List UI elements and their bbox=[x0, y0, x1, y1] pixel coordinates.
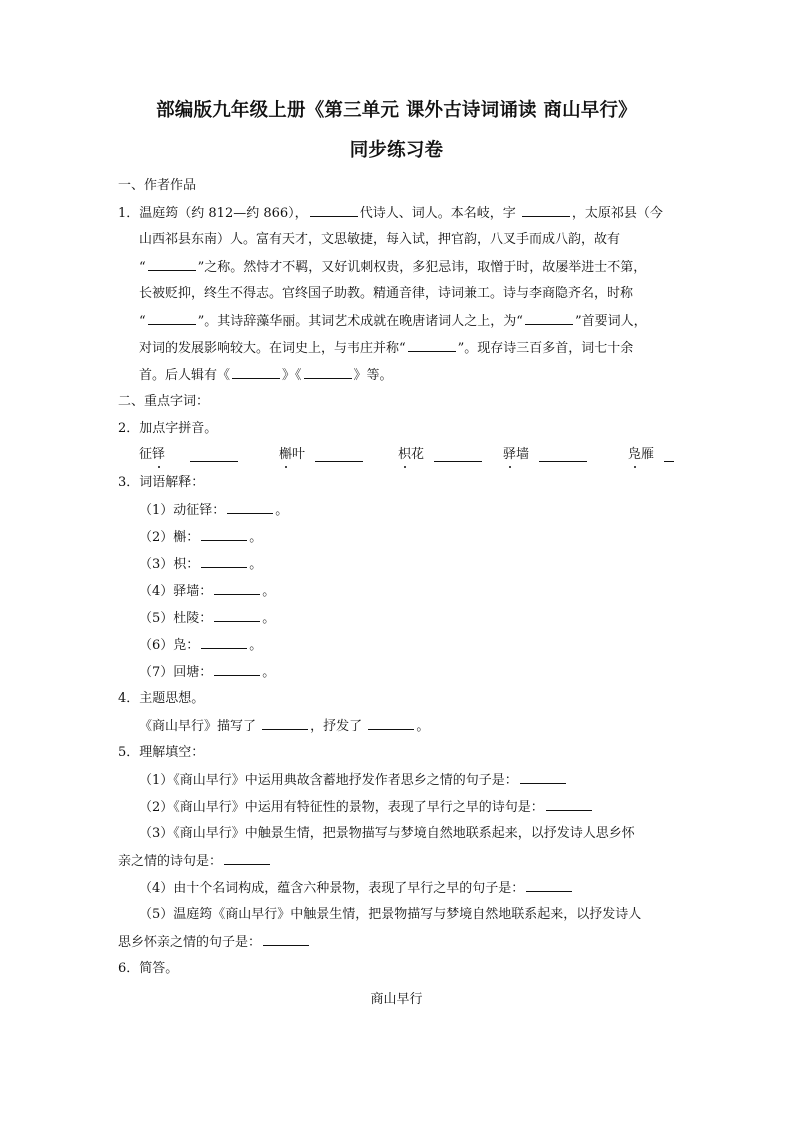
q3-blank-1[interactable] bbox=[227, 501, 273, 514]
section-heading-author: 一、作者作品 bbox=[118, 178, 197, 193]
q1-line-6 bbox=[139, 339, 633, 358]
q3-item-6-text: （6）凫： bbox=[139, 638, 200, 653]
q5-item-2 bbox=[139, 798, 594, 817]
blank-joint-title[interactable] bbox=[148, 312, 196, 325]
q1-text-6b: ”。现存诗三百多首，词七十余 bbox=[457, 341, 634, 356]
blank-paired-name[interactable] bbox=[408, 339, 456, 352]
q3-item-1-end: 。 bbox=[275, 503, 289, 518]
q3-item-7-end: 。 bbox=[262, 665, 276, 680]
q3-item-4 bbox=[139, 582, 275, 601]
q3-item-3 bbox=[139, 555, 262, 574]
page-subtitle: 同步练习卷 bbox=[349, 140, 444, 161]
q5-item-3: （3）《商山早行》中触景生情，把景物描写与梦境自然地联系起来，以抒发诗人思乡怀 bbox=[139, 826, 635, 841]
blank-collection-1[interactable] bbox=[232, 366, 280, 379]
q3-item-2-end: 。 bbox=[249, 530, 263, 545]
q3-item-7 bbox=[139, 663, 275, 682]
q1-text-7b: 》《 bbox=[282, 368, 302, 383]
pinyin-item-2 bbox=[279, 446, 305, 464]
pinyin-item-1 bbox=[139, 446, 165, 464]
q3-item-7-text: （7）回塘： bbox=[139, 665, 213, 680]
q5-item-5: （5）温庭筠《商山早行》中触景生情，把景物描写与梦境自然地联系起来，以抒发诗人 bbox=[139, 907, 642, 922]
poem-title: 商山早行 bbox=[370, 992, 423, 1007]
q1-line-2: 山西祁县东南）人。富有天才，文思敏捷，每入试，押官韵，八叉手而成八韵，故有 bbox=[139, 232, 621, 247]
q1-line-4: 长被贬抑，终生不得志。官终国子助教。精通音律，诗词兼工。诗与李商隐齐名，时称 bbox=[139, 286, 634, 301]
q3-label: 3．词语解释： bbox=[118, 475, 205, 490]
q5-blank-1[interactable] bbox=[520, 771, 566, 784]
pinyin-blank-1[interactable] bbox=[190, 449, 238, 462]
q3-blank-5[interactable] bbox=[214, 609, 260, 622]
q5-item-4-text: （4）由十个名词构成，蕴含六种景物，表现了早行之早的句子是： bbox=[139, 881, 525, 896]
q3-blank-4[interactable] bbox=[214, 582, 260, 595]
q5-item-3-text-b: 亲之情的诗句是： bbox=[118, 854, 223, 869]
section-heading-vocab: 二、重点字词： bbox=[118, 394, 210, 409]
q6-label: 6．简答。 bbox=[118, 961, 179, 976]
pinyin-item-4 bbox=[503, 446, 529, 464]
pinyin-word-3-post: 花 bbox=[411, 447, 425, 462]
q5-item-3-cont bbox=[118, 852, 272, 871]
pinyin-blank-2[interactable] bbox=[315, 449, 363, 462]
pinyin-word-5-post: 雁 bbox=[641, 447, 655, 462]
q1-quote-open: “ bbox=[139, 260, 146, 275]
pinyin-item-5 bbox=[628, 446, 654, 464]
q3-item-1 bbox=[139, 501, 288, 520]
blank-dynasty[interactable] bbox=[310, 204, 358, 217]
pinyin-item-3 bbox=[398, 446, 424, 464]
q3-item-4-end: 。 bbox=[262, 584, 276, 599]
q3-blank-6[interactable] bbox=[201, 636, 247, 649]
q1-text-7a: 首。后人辑有《 bbox=[139, 368, 231, 383]
q4-text-b: ，抒发了 bbox=[310, 719, 363, 734]
q1-text-a: 温庭筠（约 812—约 866）， bbox=[139, 206, 308, 221]
q4-label: 4．主题思想。 bbox=[118, 691, 205, 706]
q1-text-5c: ”首要词人， bbox=[574, 314, 647, 329]
pinyin-blank-5[interactable] bbox=[664, 449, 674, 462]
q1-text-7c: 》等。 bbox=[353, 368, 393, 383]
pinyin-dotted-3: 枳 bbox=[398, 447, 412, 462]
pinyin-row bbox=[0, 446, 793, 466]
q1-text-c: ，太原祁县（今 bbox=[571, 206, 663, 221]
pinyin-word-4-post: 墙 bbox=[516, 447, 530, 462]
q1-text-5b: ”。其诗辞藻华丽。其词艺术成就在晚唐诸词人之上，为“ bbox=[197, 314, 523, 329]
blank-courtesy-name[interactable] bbox=[522, 204, 570, 217]
q1-line-1 bbox=[118, 204, 663, 223]
page-title: 部编版九年级上册《第三单元 课外古诗词诵读 商山早行》 bbox=[156, 100, 637, 121]
q5-item-5-cont bbox=[118, 933, 311, 952]
q5-item-1-text: （1）《商山早行》中运用典故含蓄地抒发作者思乡之情的句子是： bbox=[139, 773, 518, 788]
q5-item-5-text-b: 思乡怀亲之情的句子是： bbox=[118, 935, 262, 950]
q4-text-a: 《商山早行》描写了 bbox=[139, 719, 257, 734]
q5-item-2-text: （2）《商山早行》中运用有特征性的景物，表现了早行之早的诗句是： bbox=[139, 800, 544, 815]
q2-label: 2．加点字拼音。 bbox=[118, 421, 218, 436]
q3-item-2-text: （2）槲： bbox=[139, 530, 200, 545]
q5-item-4 bbox=[139, 879, 574, 898]
q4-text-c: 。 bbox=[416, 719, 430, 734]
q5-blank-4[interactable] bbox=[526, 879, 572, 892]
q3-item-5 bbox=[139, 609, 275, 628]
q1-line-3 bbox=[139, 258, 646, 277]
q5-label: 5．理解填空： bbox=[118, 745, 205, 760]
q1-text-3b: ”之称。然恃才不羁，又好讥刺权贵，多犯忌讳，取憎于时，故屡举进士不第， bbox=[197, 260, 647, 275]
q1-quote-open-2: “ bbox=[139, 314, 146, 329]
q3-item-1-text: （1）动征铎： bbox=[139, 503, 226, 518]
pinyin-dotted-1: 铎 bbox=[152, 447, 166, 462]
pinyin-word-2-post: 叶 bbox=[292, 447, 306, 462]
q5-item-1 bbox=[139, 771, 568, 790]
q4-blank-emotion[interactable] bbox=[368, 717, 414, 730]
q5-blank-3[interactable] bbox=[224, 852, 270, 865]
q3-item-2 bbox=[139, 528, 262, 547]
q3-item-6-end: 。 bbox=[249, 638, 263, 653]
pinyin-blank-3[interactable] bbox=[434, 449, 482, 462]
q3-item-3-end: 。 bbox=[249, 557, 263, 572]
q1-number: 1． bbox=[118, 206, 140, 221]
blank-nickname[interactable] bbox=[148, 258, 196, 271]
q3-item-6 bbox=[139, 636, 262, 655]
pinyin-dotted-4: 驿 bbox=[503, 447, 517, 462]
q1-text-b: 代诗人、词人。本名岐，字 bbox=[359, 206, 516, 221]
q3-blank-7[interactable] bbox=[214, 663, 260, 676]
q4-line bbox=[139, 717, 429, 736]
q3-item-5-text: （5）杜陵： bbox=[139, 611, 213, 626]
q1-text-6a: 对词的发展影响较大。在词史上，与韦庄并称“ bbox=[139, 341, 406, 356]
blank-school[interactable] bbox=[525, 312, 573, 325]
q3-item-4-text: （4）驿墙： bbox=[139, 584, 213, 599]
blank-collection-2[interactable] bbox=[304, 366, 352, 379]
q3-blank-2[interactable] bbox=[201, 528, 247, 541]
q5-blank-2[interactable] bbox=[546, 798, 592, 811]
q4-blank-scene[interactable] bbox=[262, 717, 308, 730]
q3-item-3-text: （3）枳： bbox=[139, 557, 200, 572]
q1-line-5 bbox=[139, 312, 647, 331]
q3-blank-3[interactable] bbox=[201, 555, 247, 568]
pinyin-dotted-5: 凫 bbox=[628, 447, 642, 462]
q5-blank-5[interactable] bbox=[263, 933, 309, 946]
pinyin-word-1-pre: 征 bbox=[139, 447, 153, 462]
q3-item-5-end: 。 bbox=[262, 611, 276, 626]
q1-line-7 bbox=[139, 366, 393, 385]
pinyin-blank-4[interactable] bbox=[539, 449, 587, 462]
pinyin-dotted-2: 槲 bbox=[279, 447, 293, 462]
